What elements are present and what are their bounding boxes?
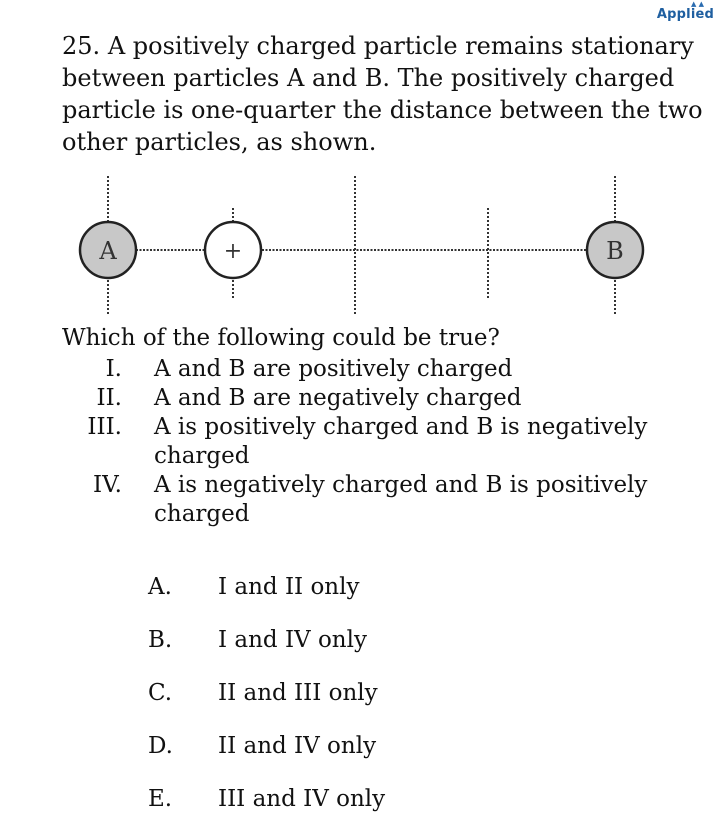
choice-letter: C. bbox=[148, 680, 173, 706]
answer-choice-b[interactable] bbox=[148, 625, 385, 655]
statement-text: A is positively charged and B is negatively charged bbox=[154, 414, 648, 469]
statement-list bbox=[62, 355, 712, 529]
choice-letter: A. bbox=[148, 574, 172, 600]
choice-text: I and II only bbox=[218, 574, 360, 600]
statement-item bbox=[62, 413, 712, 471]
answer-choice-a[interactable] bbox=[148, 572, 385, 602]
statement-text: A and B are positively charged bbox=[154, 356, 513, 382]
choice-letter: D. bbox=[148, 733, 173, 759]
brand-logo-mark: ▲ ▲ bbox=[691, 0, 704, 8]
statement-item bbox=[62, 384, 712, 413]
statement-text: A is negatively charged and B is positively charged bbox=[154, 472, 648, 527]
brand-logo-text: Applied bbox=[656, 7, 714, 22]
particle-positive-label: + bbox=[223, 239, 243, 264]
particle-a-label: A bbox=[99, 237, 117, 265]
statement-number: IV. bbox=[93, 472, 122, 498]
answer-choice-e[interactable] bbox=[148, 784, 385, 814]
choice-text: I and IV only bbox=[218, 627, 367, 653]
answer-choice-d[interactable] bbox=[148, 731, 385, 761]
answer-choices bbox=[148, 572, 385, 837]
statement-text: A and B are negatively charged bbox=[154, 385, 522, 411]
statement-number: III. bbox=[87, 414, 122, 440]
choice-letter: E. bbox=[148, 786, 173, 812]
statement-number: II. bbox=[96, 385, 122, 411]
choice-text: II and III only bbox=[218, 680, 378, 706]
brand-logo bbox=[654, 0, 714, 24]
question-number: 25. bbox=[62, 32, 101, 60]
answer-choice-c[interactable] bbox=[148, 678, 385, 708]
question-text bbox=[62, 30, 712, 158]
choice-text: III and IV only bbox=[218, 786, 386, 812]
choice-letter: B. bbox=[148, 627, 173, 653]
particle-b-label: B bbox=[606, 237, 624, 265]
question-prompt: Which of the following could be true? bbox=[62, 325, 500, 351]
statement-item bbox=[62, 471, 712, 529]
charge-diagram bbox=[60, 168, 660, 318]
statement-number: I. bbox=[105, 356, 122, 382]
choice-text: II and IV only bbox=[218, 733, 377, 759]
question-body: A positively charged particle remains stationary between particles A and B. The positively charged particle is one-quarter the distance between the two other particles, as shown. bbox=[62, 32, 703, 156]
statement-item bbox=[62, 355, 712, 384]
